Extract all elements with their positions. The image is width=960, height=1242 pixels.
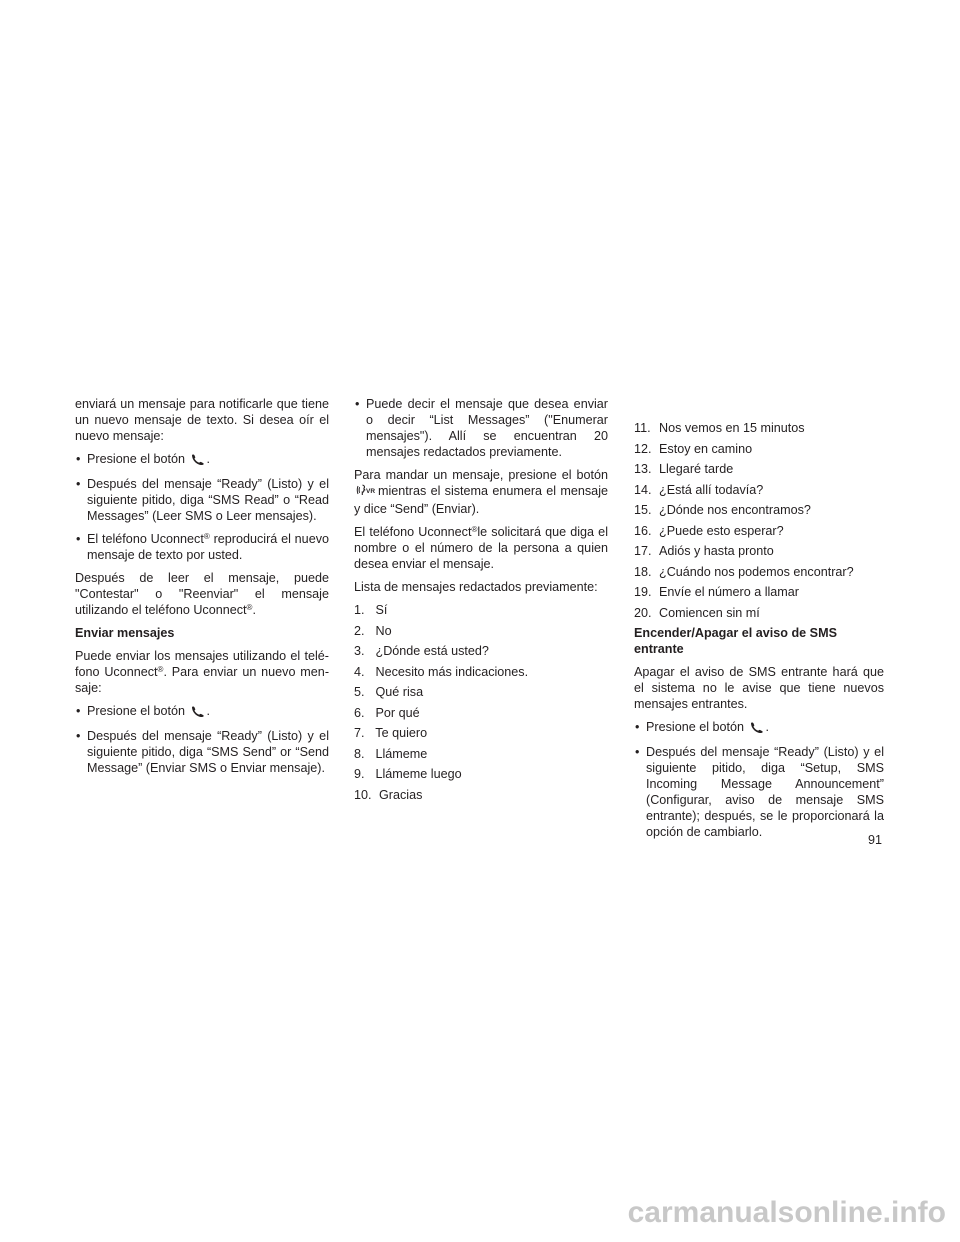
list-item: 18. ¿Cuándo nos podemos encontrar? [634, 564, 854, 579]
list-item: 12. Estoy en camino [634, 441, 753, 456]
list-item: 8. Llámeme [354, 746, 428, 761]
list-item: 16. ¿Puede esto esperar? [634, 523, 784, 538]
send-messages-paragraph: Puede enviar los mensajes utilizando el teléfono Uconnect®. Para enviar un nuevo mensaje: [75, 649, 330, 695]
voice-recognition-icon [356, 484, 376, 501]
column-2 [354, 396, 608, 807]
list-item: 5. Qué risa [354, 685, 424, 699]
bullet-press-phone-button: • Presione el botón . [75, 451, 329, 469]
list-item: 9. Llámeme luego [354, 767, 462, 781]
bullet-dot: • [76, 704, 81, 718]
list-item: 7. Te quiero [354, 726, 428, 740]
column-1 [75, 396, 329, 783]
list-item: 6. Por qué [354, 705, 420, 720]
registered-mark: ® [203, 532, 210, 541]
list-item: 10. Gracias [354, 787, 423, 802]
predefined-list-title: Lista de mensajes redactados previamente: [354, 580, 598, 594]
list-item: 14. ¿Está allí todavía? [634, 482, 764, 497]
list-item: 17. Adiós y hasta pronto [634, 544, 774, 558]
bullet-dot: • [76, 452, 81, 466]
bullet-press-phone-button-3: • Presione el botón . [634, 719, 884, 737]
list-item: 3. ¿Dónde está usted? [354, 644, 489, 658]
phone-icon [191, 453, 205, 469]
bullet-press-phone-button-2: • Presione el botón . [75, 703, 329, 721]
svg-text:VR: VR [366, 488, 376, 495]
list-item: 11. Nos vemos en 15 minutos [634, 421, 805, 435]
bullet-uconnect-reproduce: • El teléfono Uconnect® reproducirá el nuevo mensaje de texto por usted. [76, 532, 329, 562]
phone-icon [191, 705, 205, 721]
registered-mark: ® [246, 603, 253, 612]
bullet-dot: • [76, 532, 81, 546]
list-item: 2. No [354, 623, 392, 638]
bullet-sms-read: • Después del mensaje “Ready” (Listo) y el siguiente pitido, diga “SMS Read” o “Read Messages” (Leer SMS o Leer mensajes). [76, 477, 329, 523]
intro-paragraph: enviará un mensaje para notificarle que tiene un nuevo mensaje de texto. Si desea oír el nuevo mensaje: [75, 397, 329, 443]
bullet-setup-sms-announcement: • Después del mensaje “Ready” (Listo) y el siguiente pitido, diga “Setup, SMS Incoming Message Announcement” (Configurar, aviso de mensaje SMS entrante); después, se le proporcionará la opción de cambiarlo. [635, 745, 884, 839]
phone-icon [750, 721, 764, 737]
after-reading-paragraph: Después de leer el mensaje, puede "Contestar" o "Reenviar" el mensaje utilizando el teléfono Uconnect®. [75, 571, 329, 617]
page-number: 91 [868, 833, 883, 847]
bullet-dot: • [635, 720, 640, 734]
list-item: 4. Necesito más indicaciones. [354, 664, 529, 679]
column-3 [634, 420, 884, 847]
sms-announcement-paragraph: Apagar el aviso de SMS entrante hará que el sistema no le avise que tiene nuevos mensajes entrantes. [634, 665, 884, 711]
registered-mark: ® [157, 665, 164, 674]
list-item: 13. Llegaré tarde [634, 462, 734, 476]
list-item: 15. ¿Dónde nos encontramos? [634, 503, 811, 517]
list-item: 1. Sí [354, 603, 388, 617]
predefined-messages-list-b [634, 420, 884, 621]
bullet-dot: • [355, 397, 360, 411]
bullet-sms-send: • Después del mensaje “Ready” (Listo) y el siguiente pitido, diga “SMS Send” or “Send Message” (Enviar SMS o Enviar mensaje). [76, 729, 329, 775]
watermark-text: carmanualsonline.info [627, 1196, 946, 1229]
list-item: 19. Envíe el número a llamar [634, 585, 799, 599]
predefined-messages-list-a [354, 602, 608, 803]
bullet-dot: • [635, 745, 640, 759]
uconnect-prompt-paragraph: El teléfono Uconnect®le solicitará que diga el nombre o el número de la persona a quien desea enviar el mensaje. [354, 525, 608, 571]
list-item: 20. Comiencen sin mí [634, 605, 760, 620]
watermark-logo [608, 1192, 948, 1232]
heading-send-messages: Enviar mensajes [75, 626, 175, 640]
send-message-paragraph: Para mandar un mensaje, presione el botón VR mientras el sistema enumera el mensaje y dice “Send” (Enviar). [354, 468, 608, 516]
heading-sms-announcement: Encender/Apagar el aviso de SMS entrante [634, 626, 837, 656]
bullet-dot: • [76, 477, 81, 491]
bullet-list-messages: • Puede decir el mensaje que desea enviar o decir “List Messages” ("Enumerar mensajes"). Allí se encuentran 20 mensajes redactados previamente. [355, 397, 608, 459]
registered-mark: ® [471, 525, 478, 534]
bullet-dot: • [76, 729, 81, 743]
